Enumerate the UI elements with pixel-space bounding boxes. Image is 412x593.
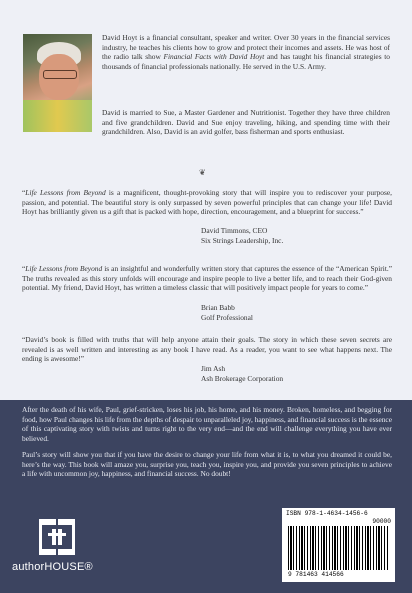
testimonial-3	[22, 335, 392, 364]
author-bio-paragraph-1	[102, 33, 390, 71]
testimonial-text: is a magnificent, thought-provoking story that will inspire you to rediscover your purpose, passion, and potential. The beautiful story is only surpassed by seven powerful principles that can change your life! David Hoyt has brilliantly given us a gift that is packed with hope, direction, encouragement, and a blueprint for success.”	[22, 188, 392, 217]
isbn-barcode	[282, 508, 395, 582]
testimonial-3-attribution	[201, 364, 283, 383]
barcode-digits: 9 781463 414566	[288, 571, 344, 578]
price-code: 90000	[372, 518, 391, 525]
testimonial-1	[22, 188, 392, 217]
testimonial-1-attribution	[201, 226, 283, 245]
testimonial-text: is an insightful and wonderfully written story that captures the essence of the “American Spirit.” The truths revealed as this story unfolds will encourage and inspire people to live a better life, and to reach their God-given potential. My friend, David Hoyt, has written a timeless classic that will positively impact people for years to come.”	[22, 264, 392, 293]
barcode-bars	[288, 526, 389, 570]
testimonial-text: “David’s book is filled with truths that will help anyone attain their goals. The story in which these seven secrets are revealed is as well written and interesting as any book I have read. As a reader, you want to see what happens next. The ending is awesome!”	[22, 335, 392, 364]
ornament-divider: ❦	[199, 168, 206, 177]
quote-mark: “	[22, 264, 26, 273]
testimonial-author: Jim Ash	[201, 364, 226, 373]
bio-text: and has taught his financial strategies to thousands of financial professionals nationally. He served in the U.S. Army.	[102, 52, 390, 71]
testimonial-2	[22, 264, 392, 293]
testimonial-author: Brian Babb	[201, 303, 235, 312]
book-title: Life Lessons from Beyond	[25, 264, 103, 273]
author-bio-paragraph-2: David is married to Sue, a Master Gardener and Nutritionist. Together they have three children and five grandchildren. David and Sue enjoy traveling, hiking, and spending time with their grandchildren. Also, David is an avid golfer, bass fisherman and sports enthusiast.	[102, 108, 390, 137]
publisher-name: authorHOUSE®	[12, 561, 93, 573]
testimonial-org: Six Strings Leadership, Inc.	[201, 235, 284, 245]
blurb-paragraph-1: After the death of his wife, Paul, grief-stricken, loses his job, his home, and his money. Broken, homeless, and begging for food, how Paul changes his life from the depths of despair to unparalleled joy, happiness, and financial success is the essence of this captivating story with twists and turns right to the very end—and the end will challenge everything you have ever believed.	[22, 405, 392, 443]
testimonial-org: Golf Professional	[201, 312, 253, 322]
testimonial-author: David Timmons, CEO	[201, 226, 268, 235]
author-photo	[23, 34, 92, 132]
book-title: Life Lessons from Beyond	[25, 188, 106, 197]
isbn-number: ISBN 978-1-4634-1456-6	[286, 510, 368, 517]
testimonial-org: Ash Brokerage Corporation	[201, 373, 284, 383]
bio-text: David Hoyt is a financial consultant, speaker and writer. Over 30 years in the financial services industry, he teaches his clients how to grow and protect their incomes and assets. He was host of the radio talk show	[102, 33, 390, 62]
radio-show-title: Financial Facts with David Hoyt	[163, 52, 265, 62]
quote-mark: “	[22, 188, 26, 197]
testimonial-2-attribution	[201, 303, 253, 322]
blurb-paragraph-2: Paul’s story will show you that if you have the desire to change your life from what it is, to what you dreamed it could be, here’s the way. This book will amaze you, surprise you, teach you, inspire you, and provide you seven principles to achieve a life with uncommon joy, happiness, and financial success. No doubt!	[22, 450, 392, 479]
